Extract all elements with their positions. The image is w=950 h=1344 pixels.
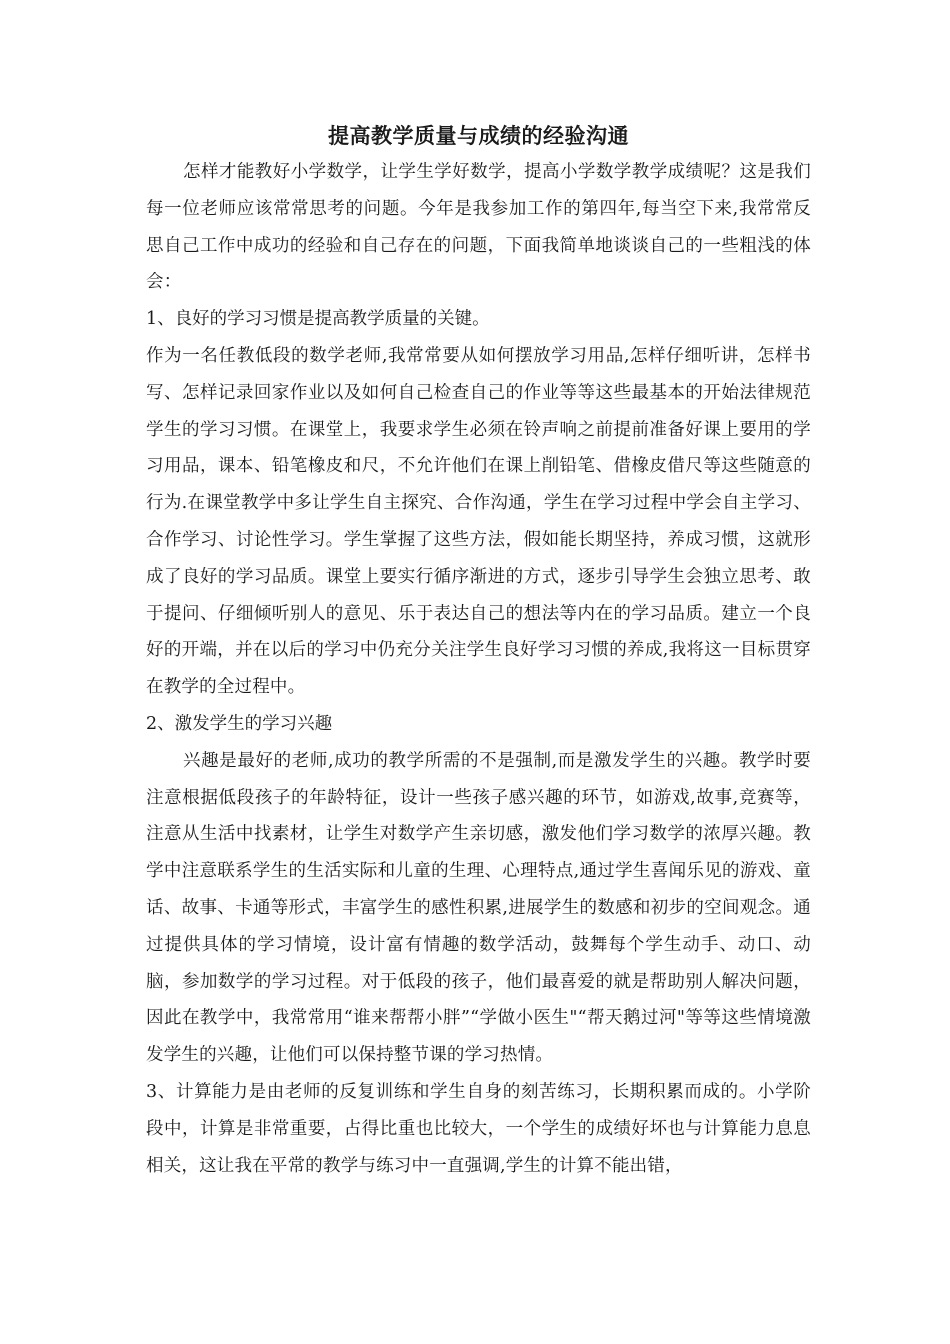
- document-title: 提高教学质量与成绩的经验沟通: [328, 123, 629, 148]
- section-2-paragraph: 兴趣是最好的老师,成功的教学所需的不是强制,而是激发学生的兴趣。教学时要注意根据低段孩子的年龄特征，设计一些孩子感兴趣的环节，如游戏,故事,竞赛等，注意从生活中找素材，让学生对数学产生亲切感，激发他们学习数学的浓厚兴趣。教学中注意联系学生的生活实际和儿童的生理、心理特点,通过学生喜闻乐见的游戏、童话、故事、卡通等形式，丰富学生的感性积累,进展学生的数感和初步的空间观念。通过提供具体的学习情境，设计富有情趣的数学活动，鼓舞每个学生动手、动口、动脑，参加数学的学习过程。对于低段的孩子，他们最喜爱的就是帮助别人解决问题，因此在教学中，我常常用“谁来帮帮小胖”“学做小医生"“帮天鹅过河"等等这些情境激发学生的兴趣，让他们可以保持整节课的学习热情。: [146, 750, 811, 1066]
- document-body: [146, 118, 811, 1184]
- intro-paragraph: 怎样才能教好小学数学，让学生学好数学，提高小学数学教学成绩呢？这是我们每一位老师应该常常思考的问题。今年是我参加工作的第四年,每当空下来,我常常反思自己工作中成功的经验和自己存在的问题，下面我简单地谈谈自己的一些粗浅的体会：: [146, 162, 811, 293]
- section-2-heading: 2、激发学生的学习兴趣: [146, 713, 333, 734]
- section-1-paragraph: 作为一名任教低段的数学老师,我常常要从如何摆放学习用品,怎样仔细听讲，怎样书写、怎样记录回家作业以及如何自己检查自己的作业等等这些最基本的开始法律规范学生的学习习惯。在课堂上，我要求学生必须在铃声响之前提前准备好课上要用的学习用品，课本、铅笔橡皮和尺，不允许他们在课上削铅笔、借橡皮借尺等这些随意的行为.在课堂教学中多让学生自主探究、合作沟通，学生在学习过程中学会自主学习、合作学习、讨论性学习。学生掌握了这些方法，假如能长期坚持，养成习惯，这就形成了良好的学习品质。课堂上要实行循序渐进的方式，逐步引导学生会独立思考、敢于提问、仔细倾听别人的意见、乐于表达自己的想法等内在的学习品质。建立一个良好的开端，并在以后的学习中仍充分关注学生良好学习习惯的养成,我将这一目标贯穿在教学的全过程中。: [146, 345, 811, 698]
- section-1-heading: 1、良好的学习习惯是提高教学质量的关键。: [146, 309, 490, 330]
- section-3-paragraph: 3、计算能力是由老师的反复训练和学生自身的刻苦练习，长期积累而成的。小学阶段中，计算是非常重要，占得比重也比较大，一个学生的成绩好坏也与计算能力息息相关，这让我在平常的教学与练习中一直强调,学生的计算不能出错，: [146, 1081, 811, 1176]
